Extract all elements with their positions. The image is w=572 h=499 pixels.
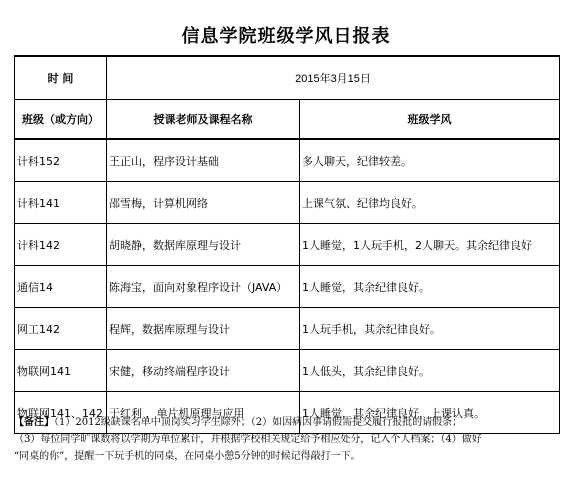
style-cell: 上课气氛、纪律均良好。 [300, 182, 560, 224]
style-cell: 多人聊天，纪律较差。 [300, 139, 560, 182]
teacher-course-cell: 邵雪梅，计算机网络 [107, 182, 300, 224]
style-cell: 1人低头，其余纪律良好。 [300, 350, 560, 392]
report-date: 2015年3月15日 [107, 56, 560, 100]
class-cell: 网工142 [15, 308, 107, 350]
style-cell: 1人玩手机，其余纪律良好。 [300, 308, 560, 350]
style-cell: 1人睡觉，1人玩手机，2人聊天。其余纪律良好 [300, 224, 560, 266]
notes [14, 414, 562, 465]
header-style: 班级学风 [300, 100, 560, 140]
teacher-course-cell: 王正山，程序设计基础 [107, 139, 300, 182]
notes-line-1 [14, 414, 562, 431]
teacher-course-cell: 陈海宝，面向对象程序设计（JAVA） [107, 266, 300, 308]
teacher-course-cell: 胡晓静，数据库原理与设计 [107, 224, 300, 266]
teacher-course-cell: 宋健，移动终端程序设计 [107, 350, 300, 392]
time-row [15, 56, 560, 100]
style-cell: 1人睡觉，其余纪律良好，上课认真。 [300, 392, 560, 434]
class-cell: 物联网141 [15, 350, 107, 392]
class-cell: 物联网141、142 [15, 392, 107, 434]
table-row [15, 139, 560, 182]
class-cell: 计科152 [15, 139, 107, 182]
table-row [15, 182, 560, 224]
table-row [15, 266, 560, 308]
table-row [15, 224, 560, 266]
header-class: 班级（或方向） [15, 100, 107, 140]
time-label: 时 间 [15, 56, 107, 100]
style-cell: 1人睡觉，其余纪律良好。 [300, 266, 560, 308]
header-row [15, 100, 560, 140]
table-row [15, 308, 560, 350]
notes-text-1: （1）2012级缺课名单中顶岗实习学生除外；（2）如因病因事请假需提交履行报批的请假条； [54, 417, 463, 428]
report-table [14, 55, 560, 434]
header-teacher-course: 授课老师及课程名称 [107, 100, 300, 140]
teacher-course-cell: 于红利 ，单片机原理与应用 [107, 392, 300, 434]
notes-label: 【备注】 [14, 417, 54, 428]
teacher-course-cell: 程辉，数据库原理与设计 [107, 308, 300, 350]
table-row [15, 350, 560, 392]
class-cell: 计科142 [15, 224, 107, 266]
class-cell: 计科141 [15, 182, 107, 224]
notes-line-3: “同桌的你”，提醒一下玩手机的同桌，在同桌小憩5分钟的时候记得敲打一下。 [14, 451, 361, 462]
report-title: 信息学院班级学风日报表 [181, 26, 391, 47]
notes-line-2: （3）每位同学旷课数将以学期为单位累计，并根据学校相关规定给予相应处分，记入个人档案；（4）做好 [14, 434, 482, 445]
class-cell: 通信14 [15, 266, 107, 308]
